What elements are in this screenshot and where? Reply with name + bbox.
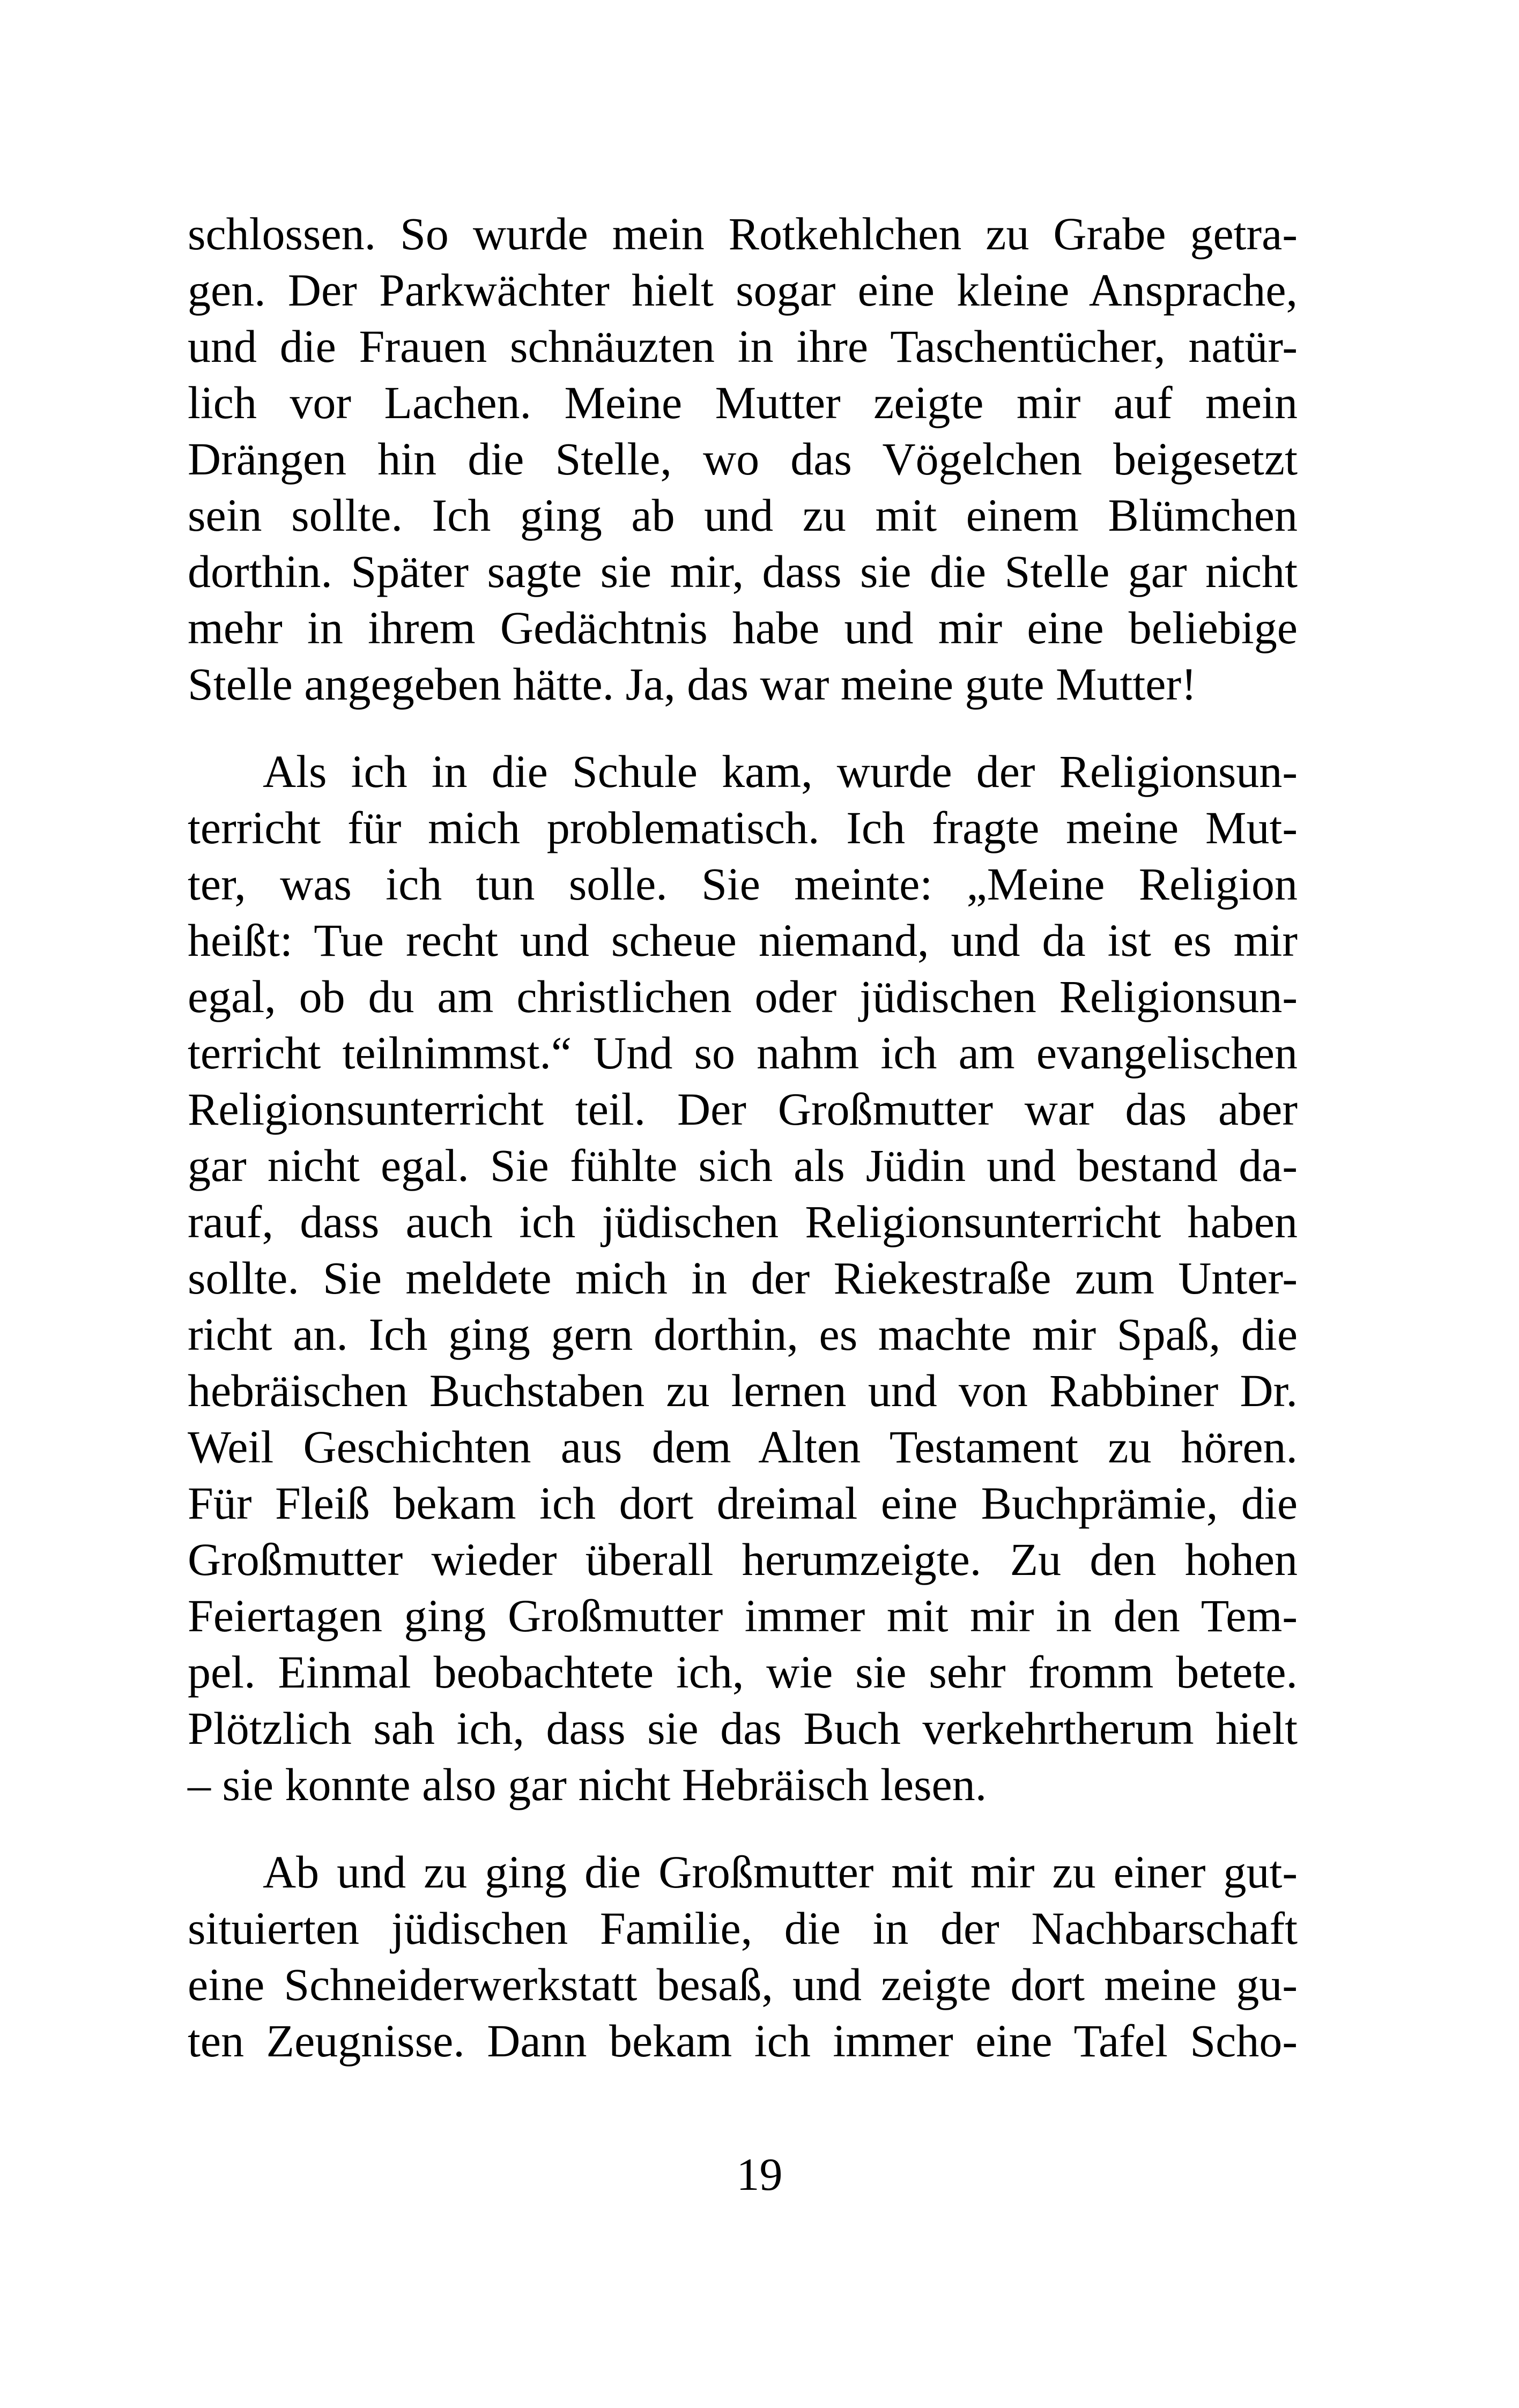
- text-line: Weil Geschichten aus dem Alten Testament zu hören.: [188, 1421, 1298, 1473]
- text-line: sollte. Sie meldete mich in der Riekestraße zum Unter-: [188, 1252, 1298, 1304]
- text-line: eine Schneiderwerkstatt besaß, und zeigte dort meine gu-: [188, 1959, 1298, 2010]
- text-line: Religionsunterricht teil. Der Großmutter war das aber: [188, 1083, 1298, 1135]
- paragraph-3: [188, 1844, 1298, 2069]
- body-text: [188, 206, 1298, 2069]
- text-line: Ab und zu ging die Großmutter mit mir zu einer gut-: [263, 1846, 1298, 1898]
- text-line: Als ich in die Schule kam, wurde der Religionsun-: [263, 746, 1298, 797]
- text-line: heißt: Tue recht und scheue niemand, und da ist es mir: [188, 915, 1298, 966]
- text-line: hebräischen Buchstaben zu lernen und von Rabbiner Dr.: [188, 1365, 1298, 1416]
- page-number: 19: [736, 2149, 783, 2200]
- text-line: ter, was ich tun solle. Sie meinte: „Meine Religion: [188, 858, 1298, 910]
- text-line: gar nicht egal. Sie fühlte sich als Jüdin und bestand da-: [188, 1140, 1298, 1191]
- paragraph-1: [188, 206, 1298, 712]
- text-line: Großmutter wieder überall herumzeigte. Zu den hohen: [188, 1534, 1298, 1585]
- text-line: und die Frauen schnäuzten in ihre Taschentücher, natür-: [188, 321, 1298, 372]
- text-line: Plötzlich sah ich, dass sie das Buch verkehrtherum hielt: [188, 1703, 1298, 1754]
- text-line: richt an. Ich ging gern dorthin, es machte mir Spaß, die: [188, 1309, 1298, 1360]
- text-line: sein sollte. Ich ging ab und zu mit einem Blümchen: [188, 489, 1298, 541]
- text-line: egal, ob du am christlichen oder jüdischen Religionsun-: [188, 971, 1298, 1022]
- paragraph-2: [188, 744, 1298, 1813]
- text-line: Für Fleiß bekam ich dort dreimal eine Buchprämie, die: [188, 1477, 1298, 1529]
- text-line: Stelle angegeben hätte. Ja, das war meine gute Mutter!: [188, 658, 1197, 710]
- text-line: dorthin. Später sagte sie mir, dass sie die Stelle gar nicht: [188, 546, 1298, 597]
- text-line: Drängen hin die Stelle, wo das Vögelchen beigesetzt: [188, 433, 1298, 485]
- text-line: – sie konnte also gar nicht Hebräisch lesen.: [188, 1759, 987, 1810]
- text-line: schlossen. So wurde mein Rotkehlchen zu Grabe getra-: [188, 208, 1298, 259]
- text-line: terricht für mich problematisch. Ich fragte meine Mut-: [188, 802, 1298, 853]
- text-line: lich vor Lachen. Meine Mutter zeigte mir auf mein: [188, 377, 1298, 428]
- text-line: gen. Der Parkwächter hielt sogar eine kleine Ansprache,: [188, 264, 1298, 316]
- text-line: ten Zeugnisse. Dann bekam ich immer eine Tafel Scho-: [188, 2015, 1298, 2067]
- text-line: situierten jüdischen Familie, die in der Nachbarschaft: [188, 1902, 1298, 1954]
- text-line: pel. Einmal beobachtete ich, wie sie sehr fromm betete.: [188, 1646, 1298, 1698]
- text-line: Feiertagen ging Großmutter immer mit mir in den Tem-: [188, 1590, 1298, 1641]
- text-line: rauf, dass auch ich jüdischen Religionsunterricht haben: [188, 1196, 1298, 1247]
- text-line: mehr in ihrem Gedächtnis habe und mir eine beliebige: [188, 602, 1298, 653]
- text-line: terricht teilnimmst.“ Und so nahm ich am evangelischen: [188, 1027, 1298, 1079]
